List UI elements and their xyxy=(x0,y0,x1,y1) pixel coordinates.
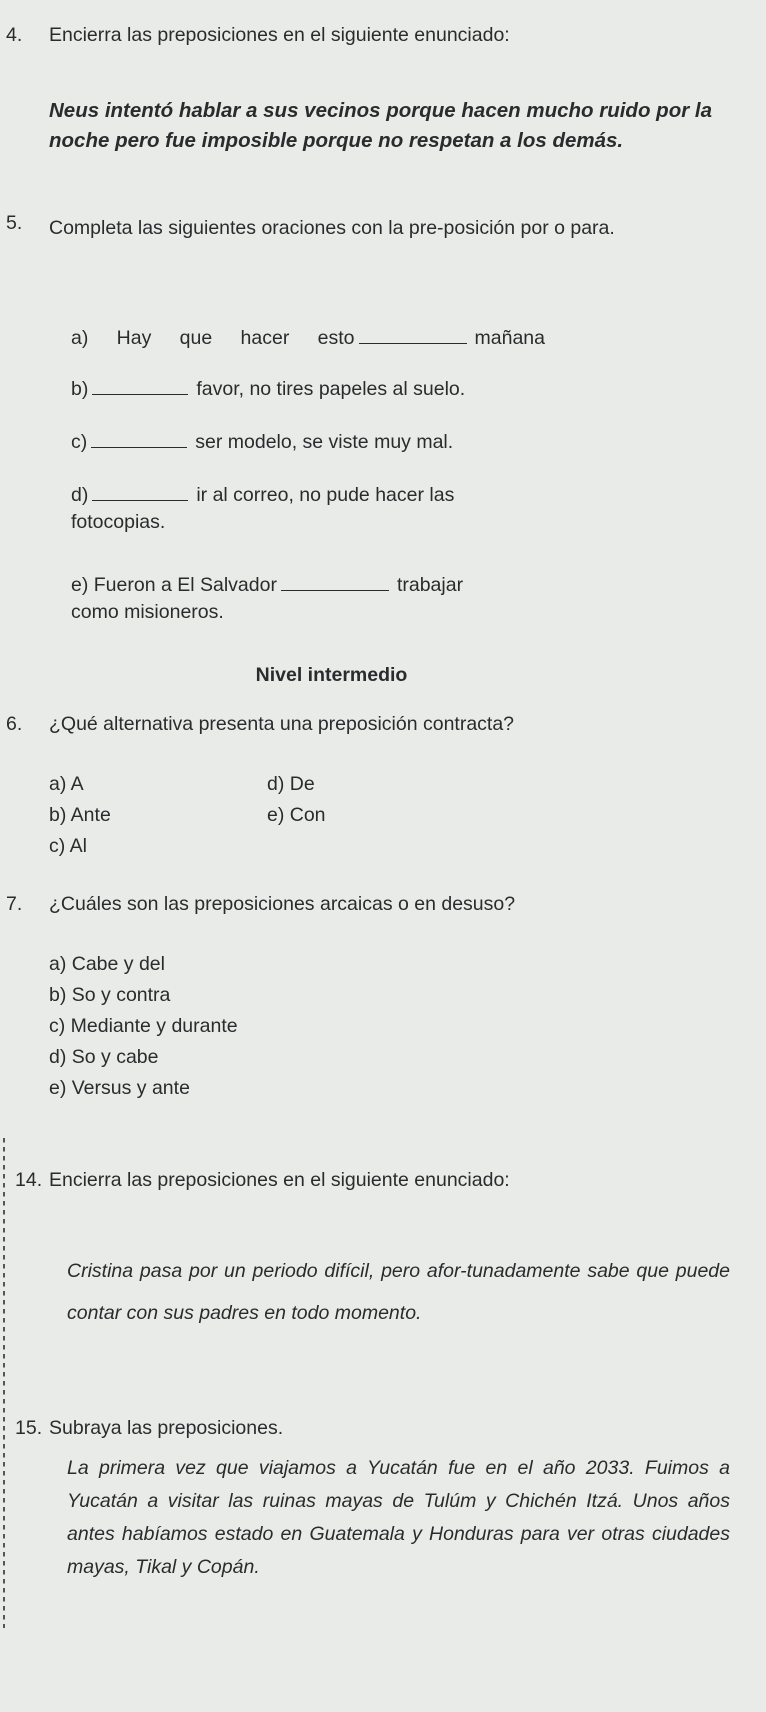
item-text: d) xyxy=(71,484,89,506)
item-text: e) Fueron a El Salvador xyxy=(71,574,277,596)
question-4 xyxy=(0,22,663,49)
item-text: ser modelo, se viste muy mal. xyxy=(195,431,454,453)
question-text: ¿Cuáles son las preposiciones arcaicas o en desuso? xyxy=(49,893,516,915)
question-number: 15. xyxy=(15,1417,43,1439)
answer-blank[interactable] xyxy=(91,430,187,448)
option-c[interactable]: c) Al xyxy=(49,835,87,857)
fill-item-c xyxy=(71,429,633,455)
question-instruction: Encierra las preposiciones en el siguiente enunciado: xyxy=(49,24,510,46)
question-7 xyxy=(0,891,663,918)
fill-item-d-cont: fotocopias. xyxy=(71,511,166,533)
question-5 xyxy=(0,210,663,247)
option-b[interactable]: b) Ante xyxy=(49,804,111,826)
answer-blank[interactable] xyxy=(92,377,188,395)
question-number: 6. xyxy=(6,713,23,735)
fill-item-e xyxy=(71,572,633,598)
question-number: 7. xyxy=(6,893,23,915)
option-a[interactable]: a) A xyxy=(49,773,84,795)
question-15 xyxy=(0,1415,663,1442)
fill-item-d xyxy=(71,482,633,508)
answer-blank[interactable] xyxy=(281,573,389,591)
question-number: 14. xyxy=(15,1169,43,1191)
fill-item-e-cont: como misioneros. xyxy=(71,601,224,623)
question-number: 4. xyxy=(6,24,23,46)
question-6 xyxy=(0,711,663,738)
item-text: mañana xyxy=(474,327,545,349)
fill-item-a xyxy=(71,325,545,351)
option-b[interactable]: b) So y contra xyxy=(49,984,171,1006)
question-14 xyxy=(0,1167,663,1194)
question-text: ¿Qué alternativa presenta una preposición contracta? xyxy=(49,713,515,735)
question-instruction: Completa las siguientes oraciones con la pre-posición por o para. xyxy=(49,217,615,239)
answer-blank[interactable] xyxy=(359,326,467,344)
question-number: 5. xyxy=(6,212,23,234)
fill-item-b xyxy=(71,376,633,402)
answer-blank[interactable] xyxy=(92,483,188,501)
item-text: b) xyxy=(71,378,89,400)
item-text: a) Hay que hacer esto xyxy=(71,327,355,349)
item-text: ir al correo, no pude hacer las xyxy=(196,484,455,506)
question-4-sentence: Neus intentó hablar a sus vecinos porque hacen mucho ruido por la noche pero fue imposible porque no respetan a los demás. xyxy=(49,99,712,152)
question-instruction: Subraya las preposiciones. xyxy=(49,1417,284,1439)
option-e[interactable]: e) Con xyxy=(267,804,326,826)
question-15-paragraph: La primera vez que viajamos a Yucatán fue en el año 2033. Fuimos a Yucatán a visitar las ruinas mayas de Tulúm y Chichén Itzá. Unos años antes habíamos estado en Guatemala y Honduras para ver otras ciudades mayas, Tikal y Copán. xyxy=(67,1457,730,1578)
question-14-sentence: Cristina pasa por un periodo difícil, pero afor-tunadamente sabe que puede contar con sus padres en todo momento. xyxy=(67,1260,730,1324)
item-text: trabajar xyxy=(396,574,464,596)
option-d[interactable]: d) De xyxy=(267,773,315,795)
item-text: favor, no tires papeles al suelo. xyxy=(196,378,466,400)
option-a[interactable]: a) Cabe y del xyxy=(49,953,165,975)
level-heading: Nivel intermedio xyxy=(255,664,408,686)
item-text: c) xyxy=(71,431,88,453)
option-d[interactable]: d) So y cabe xyxy=(49,1046,159,1068)
option-e[interactable]: e) Versus y ante xyxy=(49,1077,190,1099)
question-instruction: Encierra las preposiciones en el siguiente enunciado: xyxy=(49,1169,510,1191)
option-c[interactable]: c) Mediante y durante xyxy=(49,1015,238,1037)
